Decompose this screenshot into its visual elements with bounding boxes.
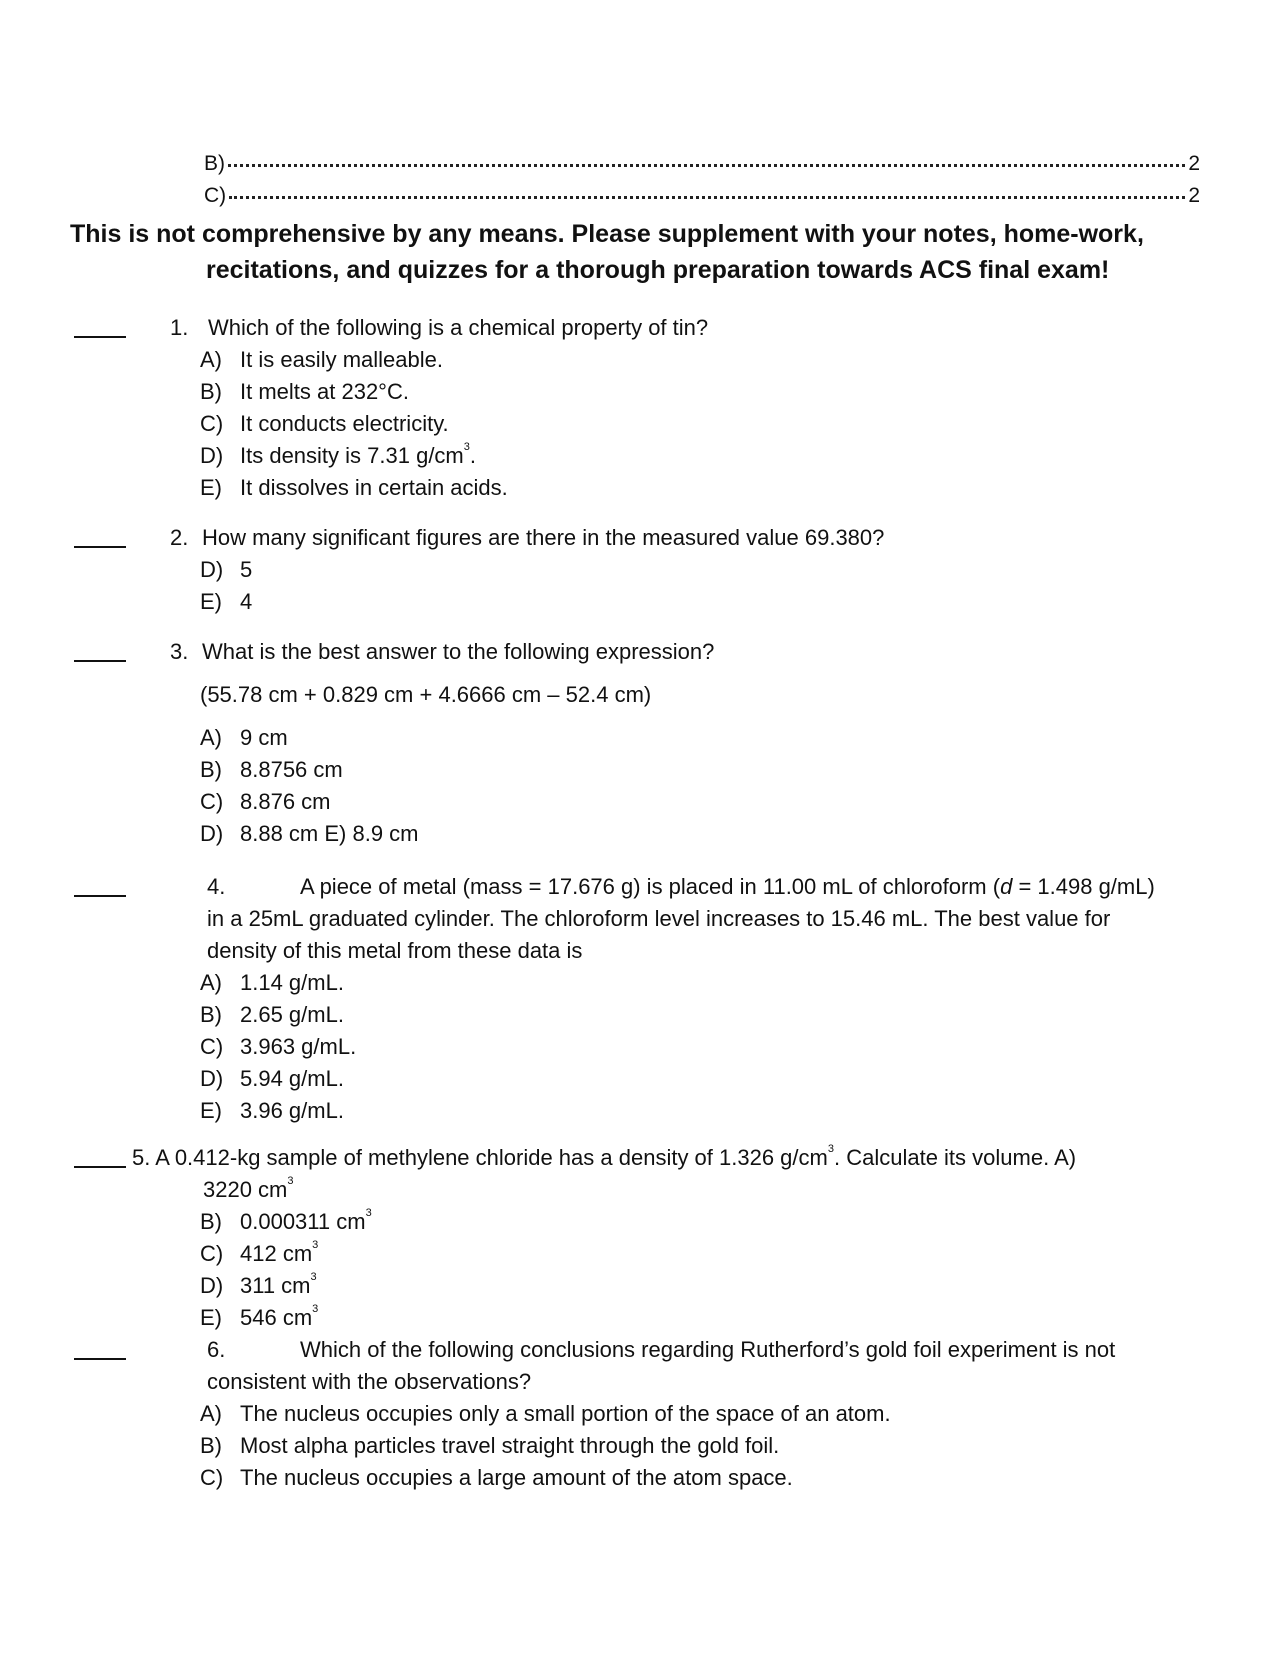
question-1-option-c: C) It conducts electricity. [200,411,449,436]
toc-leader-dots [228,164,1185,167]
question-4-option-b: B) 2.65 g/mL. [200,1002,344,1027]
question-5-option-b: B) 0.000311 $cm^3$ [200,1207,372,1234]
question-6-option-c: C) The nucleus occupies a large amount of the atom space. [200,1465,793,1490]
toc-label: C) [204,184,227,207]
notice-line-2: recitations, and quizzes for a thorough preparation towards ACS final exam! [206,256,1110,284]
question-1-text: Which of the following is a chemical property of tin? [208,315,709,340]
question-3-expression: (55.78 cm + 0.829 cm + 4.6666 cm – 52.4 cm) [200,682,652,707]
toc-page-number: 2 [1188,152,1200,175]
question-1-option-b: B) It melts at 232°C. [200,379,409,404]
question-1-option-a: A) It is easily malleable. [200,347,443,372]
question-3-option-b: B) 8.8756 cm [200,757,343,782]
question-4-number: 4. [207,874,226,899]
answer-blank-q5[interactable] [74,1166,126,1168]
toc-entry-c[interactable] [204,184,1200,212]
question-2-option-e: E) 4 [200,589,253,614]
question-5-option-d: D) 311 $cm^3$ [200,1271,317,1298]
question-4-option-a: A) 1.14 g/mL. [200,970,344,995]
question-3-option-a: A) 9 cm [200,725,288,750]
question-6-option-a: A) The nucleus occupies only a small portion of the space of an atom. [200,1401,891,1426]
question-4-line-1: A piece of metal (mass = 17.676 g) is placed in 11.00 mL of chloroform (d = 1.498 g/mL) [300,874,1155,899]
answer-blank-q1[interactable] [74,336,126,338]
question-4-line-2: in a 25mL graduated cylinder. The chloroform level increases to 15.46 mL. The best value for [207,906,1111,931]
question-3-option-c: C) 8.876 cm [200,789,331,814]
question-3-number: 3. [170,639,189,664]
question-5-line-1: 5. A 0.412-kg sample of methylene chloride has a density of 1.326 $g/cm^3$. Calculate its volume. A) [132,1143,1077,1170]
toc-entry-b[interactable] [204,152,1200,180]
toc-leader-dots [229,196,1185,199]
question-2-option-d: D) 5 [200,557,253,582]
question-5-option-a-value: 3220 $cm^3$ [203,1175,294,1202]
answer-blank-q6[interactable] [74,1358,126,1360]
question-2-number: 2. [170,525,189,550]
question-2-text: How many significant figures are there in the measured value 69.380? [202,525,885,550]
question-4-line-3: density of this metal from these data is [207,938,583,963]
question-6-line-2: consistent with the observations? [207,1369,532,1394]
question-6-option-b: B) Most alpha particles travel straight through the gold foil. [200,1433,780,1458]
toc-page-number: 2 [1188,184,1200,207]
question-4-option-c: C) 3.963 g/mL. [200,1034,357,1059]
question-1-number: 1. [170,315,189,340]
question-3-option-d: D) 8.88 cm E) 8.9 cm [200,821,419,846]
question-5-option-e: E) 546 $cm^3$ [200,1303,319,1330]
question-4-option-d: D) 5.94 g/mL. [200,1066,344,1091]
answer-blank-q3[interactable] [74,660,126,662]
question-4-option-e: E) 3.96 g/mL. [200,1098,344,1123]
answer-blank-q2[interactable] [74,546,126,548]
question-3-text: What is the best answer to the following expression? [202,639,715,664]
notice-line-1: This is not comprehensive by any means. Please supplement with your notes, home-work, [70,220,1144,248]
question-6-number: 6. [207,1337,226,1362]
question-6-line-1: Which of the following conclusions regarding Rutherford’s gold foil experiment is not [300,1337,1116,1362]
answer-blank-q4[interactable] [74,895,126,897]
question-1-option-d: D) Its density is 7.31 $g/cm^3$. [200,441,477,468]
question-5-option-c: C) 412 $cm^3$ [200,1239,319,1266]
toc-label: B) [204,152,225,175]
question-1-option-e: E) It dissolves in certain acids. [200,475,508,500]
notice-heading [70,216,1210,288]
